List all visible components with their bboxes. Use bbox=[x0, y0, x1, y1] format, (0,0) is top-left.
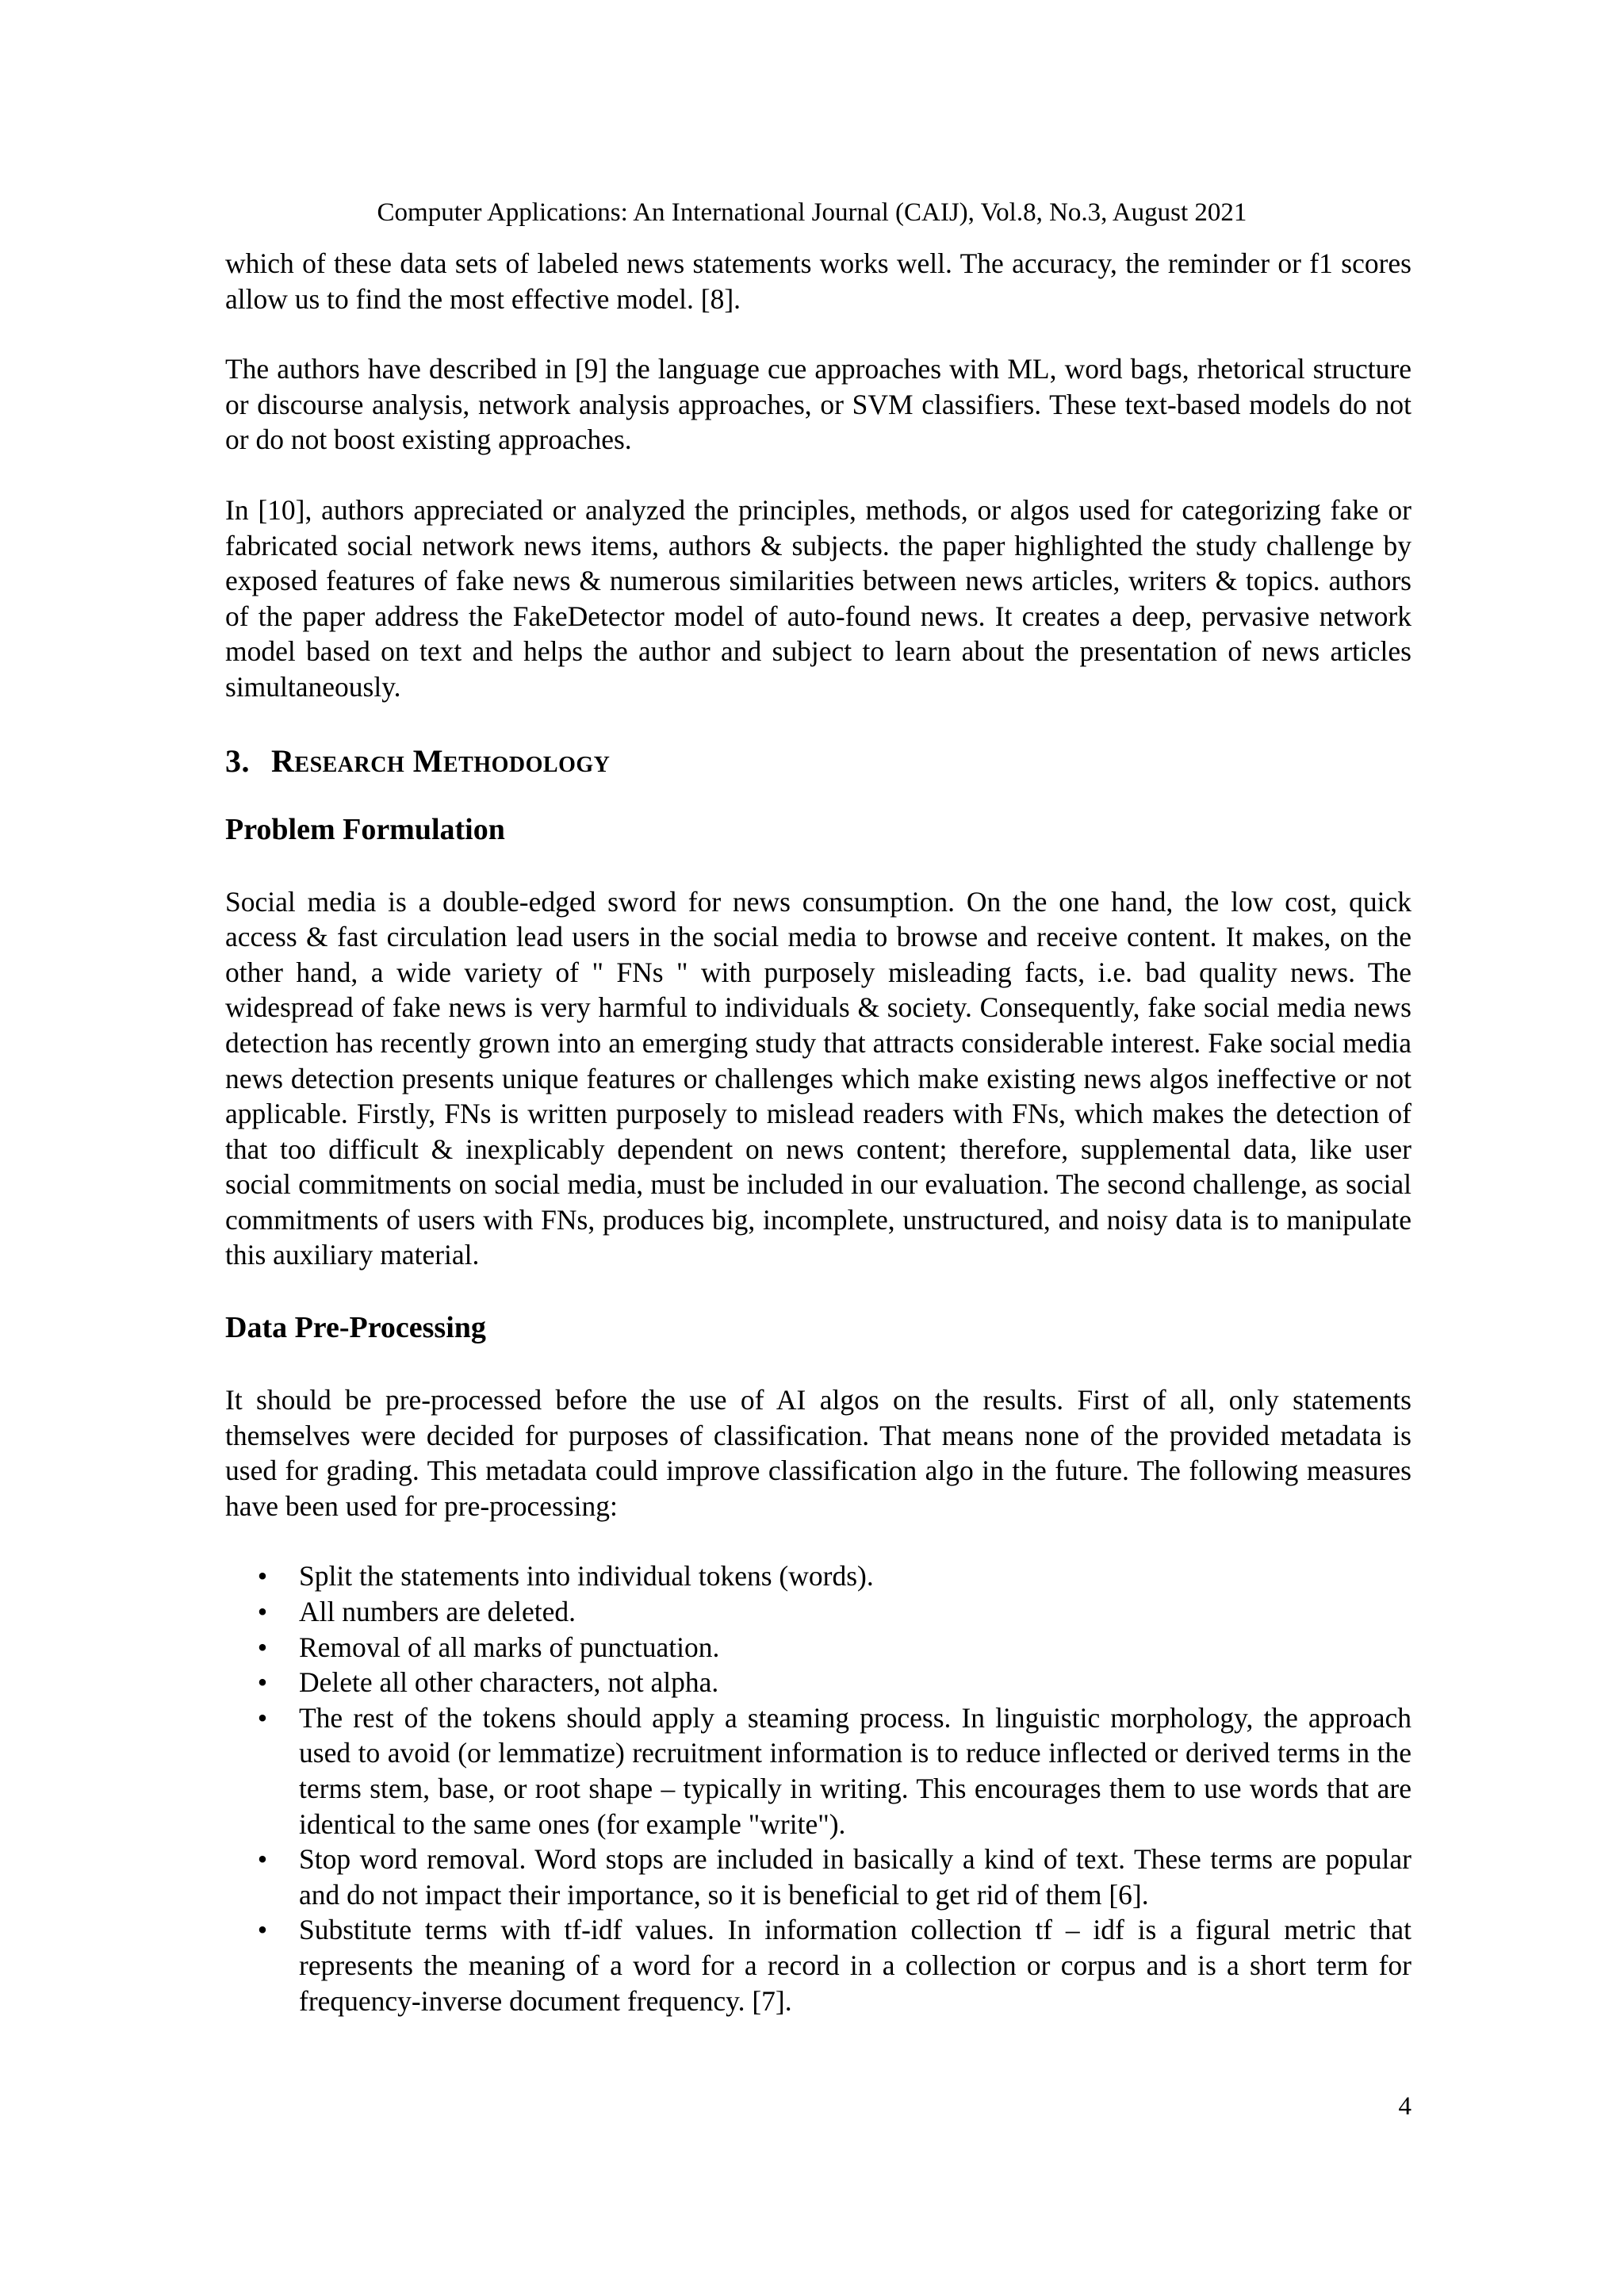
section-number: 3. bbox=[225, 742, 250, 779]
bullet-icon: • bbox=[257, 1666, 268, 1699]
list-item bbox=[225, 1558, 1411, 1594]
list-item bbox=[225, 1630, 1411, 1665]
bullet-icon: • bbox=[257, 1843, 268, 1876]
page-content bbox=[225, 246, 1411, 2018]
subheading-data-preprocessing: Data Pre-Processing bbox=[225, 1311, 486, 1345]
section-heading bbox=[225, 740, 1411, 783]
list-item-text: Substitute terms with tf-idf values. In information collection tf – idf is a figural metric that represents the meaning of a word for a record in a collection or corpus and is a short term for frequency-inverse document frequency. [7]. bbox=[299, 1914, 1411, 2017]
list-item-text: Removal of all marks of punctuation. bbox=[299, 1631, 720, 1663]
running-header: Computer Applications: An International Journal (CAIJ), Vol.8, No.3, August 2021 bbox=[377, 198, 1247, 227]
paragraph-continuation: which of these data sets of labeled news statements works well. The accuracy, the reminder or f1 scores allow us to find the most effective model. [8]. bbox=[225, 247, 1411, 315]
paragraph-problem-formulation: Social media is a double-edged sword for news consumption. On the one hand, the low cost, quick access & fast circulation lead users in the social media to browse and receive content. It makes, on the other hand, a wide variety of " FNs " with purposely misleading facts, i.e. bad quality news. The widespread of fake news is very harmful to individuals & society. Consequently, fake social media news detection has recently grown into an emerging study that attracts considerable interest. Fake social media news detection presents unique features or challenges which make existing news algos ineffective or not applicable. Firstly, FNs is written purposely to mislead readers with FNs, which makes the detection of that too difficult & inexplicably dependent on news content; therefore, supplemental data, like user social commitments on social media, must be included in our evaluation. The second challenge, as social commitments of users with FNs, produces big, incomplete, unstructured, and noisy data is to manipulate this auxiliary material. bbox=[225, 885, 1411, 1271]
list-item bbox=[225, 1700, 1411, 1842]
list-item-text: Stop word removal. Word stops are included in basically a kind of text. These terms are popular and do not impact their importance, so it is beneficial to get rid of them [6]. bbox=[299, 1843, 1411, 1911]
section-title: Research Methodology bbox=[271, 742, 611, 779]
page-number: 4 bbox=[1398, 2092, 1411, 2121]
list-item bbox=[225, 1842, 1411, 1912]
list-item-text: Delete all other characters, not alpha. bbox=[299, 1666, 719, 1699]
bullet-icon: • bbox=[257, 1914, 268, 1946]
preprocessing-steps-list bbox=[225, 1558, 1411, 2018]
bullet-icon: • bbox=[257, 1596, 268, 1628]
subheading-problem-formulation: Problem Formulation bbox=[225, 812, 505, 846]
paragraph-data-preprocessing: It should be pre-processed before the use of AI algos on the results. First of all, only statements themselves were decided for purposes of classification. That means none of the provided metadata is used for grading. This metadata could improve classification algo in the future. The following measures have been used for pre-processing: bbox=[225, 1384, 1411, 1522]
bullet-icon: • bbox=[257, 1560, 268, 1593]
bullet-icon: • bbox=[257, 1701, 268, 1734]
list-item-text: All numbers are deleted. bbox=[299, 1596, 576, 1628]
list-item-text: Split the statements into individual tokens (words). bbox=[299, 1560, 874, 1593]
bullet-icon: • bbox=[257, 1631, 268, 1663]
list-item bbox=[225, 1594, 1411, 1630]
paragraph-language-cue: The authors have described in [9] the language cue approaches with ML, word bags, rhetorical structure or discourse analysis, network analysis approaches, or SVM classifiers. These text-based models do not or do not boost existing approaches. bbox=[225, 353, 1411, 456]
list-item bbox=[225, 1912, 1411, 2018]
paragraph-fakedetector: In [10], authors appreciated or analyzed the principles, methods, or algos used for categorizing fake or fabricated social network news items, authors & subjects. the paper highlighted the study challenge by exposed features of fake news & numerous similarities between news articles, writers & topics. authors of the paper address the FakeDetector model of auto-found news. It creates a deep, pervasive network model based on text and helps the author and subject to learn about the presentation of news articles simultaneously. bbox=[225, 493, 1411, 703]
list-item bbox=[225, 1665, 1411, 1700]
list-item-text: The rest of the tokens should apply a steaming process. In linguistic morphology, the approach used to avoid (or lemmatize) recruitment information is to reduce inflected or derived terms in the terms stem, base, or root shape – typically in writing. This encourages them to use words that are identical to the same ones (for example "write"). bbox=[299, 1701, 1411, 1840]
